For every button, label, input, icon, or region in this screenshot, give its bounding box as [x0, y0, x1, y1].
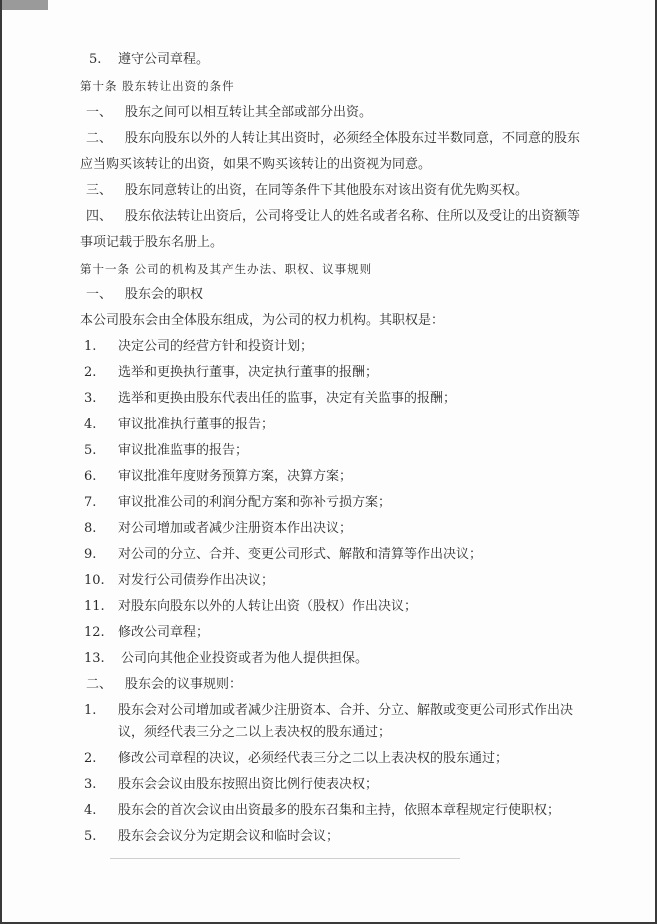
item-number: 12.: [84, 625, 105, 640]
section-heading: 第十条 股东转让出资的条件: [80, 79, 235, 93]
item-text: 审议批准公司的利润分配方案和弥补亏损方案；: [118, 495, 392, 510]
item-number: 5.: [84, 443, 97, 458]
item-number: 一、: [86, 105, 113, 120]
item-text: 审议批准监事的报告；: [118, 443, 249, 458]
item-text: 股东向股东以外的人转让其出资时，必须经全体股东过半数同意，不同意的股东: [125, 131, 581, 146]
item-number: 7.: [84, 495, 97, 510]
item-text: 修改公司章程的决议，必须经代表三分之二以上表决权的股东通过；: [118, 751, 509, 766]
item-text: 股东之间可以相互转让其全部或部分出资。: [125, 105, 373, 120]
item-text: 股东同意转让的出资，在同等条件下其他股东对该出资有优先购买权。: [125, 183, 529, 198]
item-number: 8.: [84, 521, 97, 536]
item-text: 决定公司的经营方针和投资计划；: [118, 339, 314, 354]
item-number: 9.: [84, 547, 97, 562]
scan-tab-mark: [0, 0, 48, 10]
item-text: 对公司的分立、合并、变更公司形式、解散和清算等作出决议；: [118, 547, 483, 562]
item-text: 对股东向股东以外的人转让出资（股权）作出决议；: [118, 599, 418, 614]
item-number: 5.: [89, 52, 102, 67]
section-heading: 第十一条 公司的机构及其产生办法、职权、议事规则: [80, 262, 373, 276]
item-number: 4.: [84, 417, 97, 432]
item-number: 二、: [86, 131, 113, 146]
item-text: 选举和更换由股东代表出任的监事，决定有关监事的报酬；: [118, 391, 457, 406]
item-text: 修改公司章程；: [118, 625, 210, 640]
item-number: 11.: [84, 599, 105, 614]
item-number: 5.: [84, 829, 97, 844]
continuation-text: 议，须经代表三分之二以上表决权的股东通过；: [118, 725, 392, 740]
item-number: 13.: [84, 651, 105, 666]
item-text: 审议批准执行董事的报告；: [118, 417, 275, 432]
item-text: 公司向其他企业投资或者为他人提供担保。: [121, 651, 369, 666]
item-number: 3.: [84, 391, 97, 406]
item-number: 4.: [84, 803, 97, 818]
item-number: 1.: [84, 339, 97, 354]
paragraph-text: 本公司股东会由全体股东组成，为公司的权力机构。其职权是：: [80, 313, 445, 328]
scan-artifact-line: [110, 858, 460, 859]
item-number: 二、: [86, 677, 113, 692]
item-number: 3.: [84, 777, 97, 792]
item-text: 遵守公司章程。: [118, 52, 210, 67]
item-number: 2.: [84, 365, 97, 380]
item-number: 1.: [84, 703, 97, 718]
item-number: 6.: [84, 469, 97, 484]
continuation-text: 事项记载于股东名册上。: [80, 235, 224, 250]
continuation-text: 应当购买该转让的出资，如果不购买该转让的出资视为同意。: [80, 157, 432, 172]
item-text: 股东会会议分为定期会议和临时会议；: [118, 829, 340, 844]
item-text: 股东会的议事规则：: [125, 677, 243, 692]
item-text: 审议批准年度财务预算方案，决算方案；: [118, 469, 353, 484]
item-text: 对发行公司债券作出决议；: [118, 573, 275, 588]
item-number: 四、: [86, 209, 113, 224]
item-number: 三、: [86, 183, 113, 198]
item-text: 股东会对公司增加或者减少注册资本、合并、分立、解散或变更公司形式作出决: [118, 703, 574, 718]
item-text: 股东会会议由股东按照出资比例行使表决权；: [118, 777, 379, 792]
item-number: 一、: [86, 287, 113, 302]
scan-left-edge: [0, 0, 2, 924]
item-text: 股东会的职权: [125, 287, 204, 302]
item-number: 2.: [84, 751, 97, 766]
item-text: 股东会的首次会议由出资最多的股东召集和主持，依照本章程规定行使职权；: [118, 803, 561, 818]
item-text: 股东依法转让出资后，公司将受让人的姓名或者名称、住所以及受让的出资额等: [125, 209, 581, 224]
item-text: 选举和更换执行董事，决定执行董事的报酬；: [118, 365, 379, 380]
item-number: 10.: [84, 573, 105, 588]
item-text: 对公司增加或者减少注册资本作出决议；: [118, 521, 353, 536]
